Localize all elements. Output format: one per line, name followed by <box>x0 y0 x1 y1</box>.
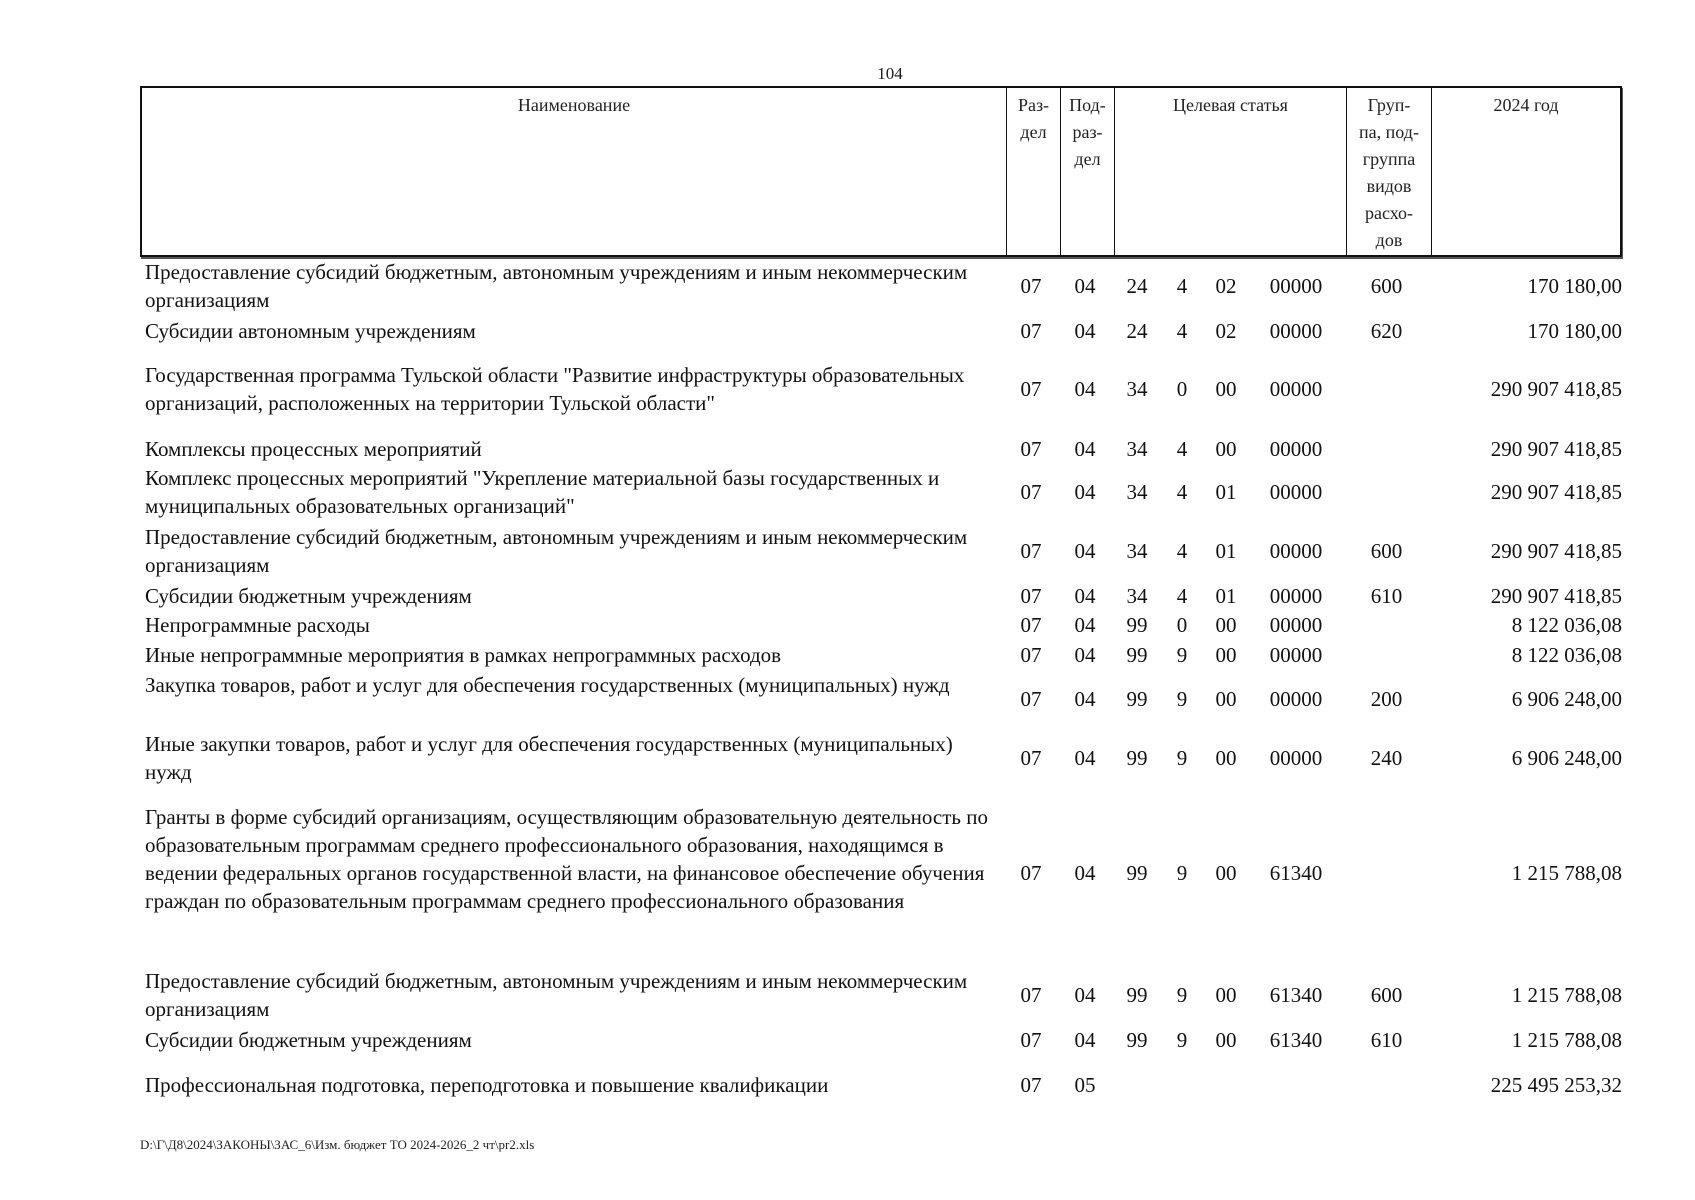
row-name: Гранты в форме субсидий организациям, осуществляющим образовательную деятельность по образовательным программам среднего профессионального образования, находящимся в ведении федеральных органов государственной власти, на финансовое обеспечение обучения граждан по образовательным программам среднего профессионального образования <box>145 805 988 913</box>
row-cs2: 4 <box>1176 274 1188 298</box>
row-razdel: 07 <box>1020 377 1042 401</box>
row-podrazdel: 04 <box>1074 584 1096 608</box>
header-gruppa-vidov-raskhodov: Груп- па, под- группа видов расхо- дов <box>1346 88 1431 255</box>
row-amount-2024: 225 495 253,32 <box>1490 1073 1622 1097</box>
header-name: Наименование <box>517 95 631 115</box>
row-cs2: 9 <box>1176 861 1188 885</box>
row-vr: 240 <box>1370 746 1403 770</box>
row-vr: 200 <box>1370 687 1403 711</box>
row-cs4: 00000 <box>1269 480 1323 504</box>
row-amount-2024: 290 907 418,85 <box>1490 480 1622 504</box>
row-cs1: 99 <box>1126 746 1148 770</box>
row-name: Государственная программа Тульской области "Развитие инфраструктуры образовательных организаций, расположенных на территории Тульской области" <box>145 363 965 415</box>
row-cs3: 00 <box>1215 687 1237 711</box>
table-row <box>140 730 1630 786</box>
row-name: Профессиональная подготовка, переподготовка и повышение квалификации <box>145 1073 829 1097</box>
row-razdel: 07 <box>1020 1073 1042 1097</box>
row-cs3: 00 <box>1215 613 1237 637</box>
row-razdel: 07 <box>1020 539 1042 563</box>
row-cs1: 34 <box>1126 539 1148 563</box>
row-cs2: 9 <box>1176 687 1188 711</box>
row-vr: 600 <box>1370 983 1403 1007</box>
row-name: Комплексы процессных мероприятий <box>145 437 482 461</box>
row-cs4: 00000 <box>1269 539 1323 563</box>
row-cs1: 99 <box>1126 983 1148 1007</box>
row-razdel: 07 <box>1020 274 1042 298</box>
row-cs1: 24 <box>1126 319 1148 343</box>
row-podrazdel: 04 <box>1074 480 1096 504</box>
row-cs4: 00000 <box>1269 584 1323 608</box>
row-name: Непрограммные расходы <box>145 613 370 637</box>
row-vr: 600 <box>1370 274 1403 298</box>
row-cs3: 00 <box>1215 746 1237 770</box>
row-podrazdel: 04 <box>1074 687 1096 711</box>
row-cs2: 0 <box>1176 377 1188 401</box>
row-cs4: 61340 <box>1269 861 1323 885</box>
row-cs2: 4 <box>1176 437 1188 461</box>
row-amount-2024: 290 907 418,85 <box>1490 584 1622 608</box>
table-row <box>140 1026 1630 1054</box>
row-name: Иные непрограммные мероприятия в рамках непрограммных расходов <box>145 643 782 667</box>
row-razdel: 07 <box>1020 983 1042 1007</box>
row-cs1: 99 <box>1126 643 1148 667</box>
row-amount-2024: 6 906 248,00 <box>1511 687 1622 711</box>
row-cs3: 02 <box>1215 319 1237 343</box>
row-amount-2024: 8 122 036,08 <box>1511 643 1622 667</box>
row-name: Закупка товаров, работ и услуг для обеспечения государственных (муниципальных) нужд <box>145 673 950 697</box>
row-cs1: 34 <box>1126 437 1148 461</box>
table-row <box>140 1071 1630 1099</box>
row-cs2: 9 <box>1176 643 1188 667</box>
row-name: Субсидии автономным учреждениям <box>145 319 476 343</box>
row-cs3: 00 <box>1215 377 1237 401</box>
row-cs1: 24 <box>1126 274 1148 298</box>
row-podrazdel: 04 <box>1074 1028 1096 1052</box>
row-amount-2024: 1 215 788,08 <box>1511 983 1622 1007</box>
row-cs1: 34 <box>1126 480 1148 504</box>
page-number: 104 <box>877 64 903 83</box>
row-cs1: 99 <box>1126 1028 1148 1052</box>
row-podrazdel: 04 <box>1074 746 1096 770</box>
row-razdel: 07 <box>1020 584 1042 608</box>
row-amount-2024: 290 907 418,85 <box>1490 377 1622 401</box>
row-podrazdel: 04 <box>1074 613 1096 637</box>
row-cs2: 0 <box>1176 613 1188 637</box>
row-razdel: 07 <box>1020 687 1042 711</box>
header-razdel: Раз- дел <box>1006 88 1060 255</box>
header-tselevaya-statya: Целевая статья <box>1114 88 1346 255</box>
table-row <box>140 464 1630 520</box>
row-cs4: 00000 <box>1269 377 1323 401</box>
row-name: Субсидии бюджетным учреждениям <box>145 584 472 608</box>
row-cs2: 9 <box>1176 1028 1188 1052</box>
row-podrazdel: 04 <box>1074 319 1096 343</box>
row-name: Предоставление субсидий бюджетным, автономным учреждениям и иным некоммерческим организациям <box>145 260 968 312</box>
row-amount-2024: 290 907 418,85 <box>1490 437 1622 461</box>
header-year: 2024 год <box>1431 88 1620 255</box>
row-cs3: 02 <box>1215 274 1237 298</box>
row-podrazdel: 04 <box>1074 377 1096 401</box>
row-cs4: 00000 <box>1269 437 1323 461</box>
row-cs3: 01 <box>1215 584 1237 608</box>
row-amount-2024: 8 122 036,08 <box>1511 613 1622 637</box>
table-row <box>140 435 1630 463</box>
row-podrazdel: 05 <box>1074 1073 1096 1097</box>
row-cs4: 00000 <box>1269 274 1323 298</box>
row-cs4: 00000 <box>1269 613 1323 637</box>
table-row <box>140 582 1630 610</box>
row-cs1: 34 <box>1126 377 1148 401</box>
row-cs3: 00 <box>1215 983 1237 1007</box>
row-vr: 620 <box>1370 319 1403 343</box>
row-podrazdel: 04 <box>1074 861 1096 885</box>
row-podrazdel: 04 <box>1074 437 1096 461</box>
row-name: Предоставление субсидий бюджетным, автономным учреждениям и иным некоммерческим организациям <box>145 525 968 577</box>
row-cs1: 99 <box>1126 687 1148 711</box>
row-cs2: 4 <box>1176 539 1188 563</box>
file-path-footer: D:\Г\Д8\2024\ЗАКОНЫ\ЗАС_6\Изм. бюджет ТО 2024-2026_2 чт\pr2.xls <box>140 1137 535 1152</box>
row-cs4: 00000 <box>1269 319 1323 343</box>
row-name: Комплекс процессных мероприятий "Укрепление материальной базы государственных и муниципальных образовательных организаций" <box>145 466 940 518</box>
row-amount-2024: 1 215 788,08 <box>1511 861 1622 885</box>
row-amount-2024: 1 215 788,08 <box>1511 1028 1622 1052</box>
table-header <box>140 86 1622 257</box>
row-razdel: 07 <box>1020 480 1042 504</box>
row-name: Предоставление субсидий бюджетным, автономным учреждениям и иным некоммерческим организациям <box>145 969 968 1021</box>
row-cs3: 00 <box>1215 861 1237 885</box>
row-vr: 610 <box>1370 1028 1403 1052</box>
row-cs4: 61340 <box>1269 983 1323 1007</box>
row-podrazdel: 04 <box>1074 643 1096 667</box>
row-cs2: 9 <box>1176 983 1188 1007</box>
row-razdel: 07 <box>1020 437 1042 461</box>
row-razdel: 07 <box>1020 319 1042 343</box>
row-cs3: 00 <box>1215 1028 1237 1052</box>
row-amount-2024: 6 906 248,00 <box>1511 746 1622 770</box>
row-cs1: 99 <box>1126 613 1148 637</box>
row-cs2: 9 <box>1176 746 1188 770</box>
row-razdel: 07 <box>1020 861 1042 885</box>
row-razdel: 07 <box>1020 643 1042 667</box>
row-cs4: 61340 <box>1269 1028 1323 1052</box>
row-cs1: 99 <box>1126 861 1148 885</box>
table-row <box>140 361 1630 417</box>
table-row <box>140 967 1630 1023</box>
row-cs4: 00000 <box>1269 643 1323 667</box>
row-cs2: 4 <box>1176 319 1188 343</box>
table-row <box>140 523 1630 579</box>
row-podrazdel: 04 <box>1074 983 1096 1007</box>
header-podrazdel: Под- раз- дел <box>1060 88 1114 255</box>
row-razdel: 07 <box>1020 746 1042 770</box>
row-vr: 610 <box>1370 584 1403 608</box>
row-cs2: 4 <box>1176 584 1188 608</box>
table-row <box>140 317 1630 345</box>
row-cs3: 00 <box>1215 437 1237 461</box>
row-cs4: 00000 <box>1269 746 1323 770</box>
table-row <box>140 671 1630 727</box>
row-amount-2024: 170 180,00 <box>1527 319 1622 343</box>
row-razdel: 07 <box>1020 1028 1042 1052</box>
row-cs2: 4 <box>1176 480 1188 504</box>
row-podrazdel: 04 <box>1074 539 1096 563</box>
table-row <box>140 803 1630 943</box>
row-name: Субсидии бюджетным учреждениям <box>145 1028 472 1052</box>
row-vr: 600 <box>1370 539 1403 563</box>
table-row <box>140 641 1630 669</box>
row-cs1: 34 <box>1126 584 1148 608</box>
row-cs3: 01 <box>1215 539 1237 563</box>
table-row <box>140 258 1630 314</box>
row-razdel: 07 <box>1020 613 1042 637</box>
row-amount-2024: 170 180,00 <box>1527 274 1622 298</box>
row-name: Иные закупки товаров, работ и услуг для обеспечения государственных (муниципальных) нужд <box>145 732 953 784</box>
row-cs3: 00 <box>1215 643 1237 667</box>
row-amount-2024: 290 907 418,85 <box>1490 539 1622 563</box>
table-row <box>140 611 1630 639</box>
row-cs4: 00000 <box>1269 687 1323 711</box>
row-cs3: 01 <box>1215 480 1237 504</box>
row-podrazdel: 04 <box>1074 274 1096 298</box>
